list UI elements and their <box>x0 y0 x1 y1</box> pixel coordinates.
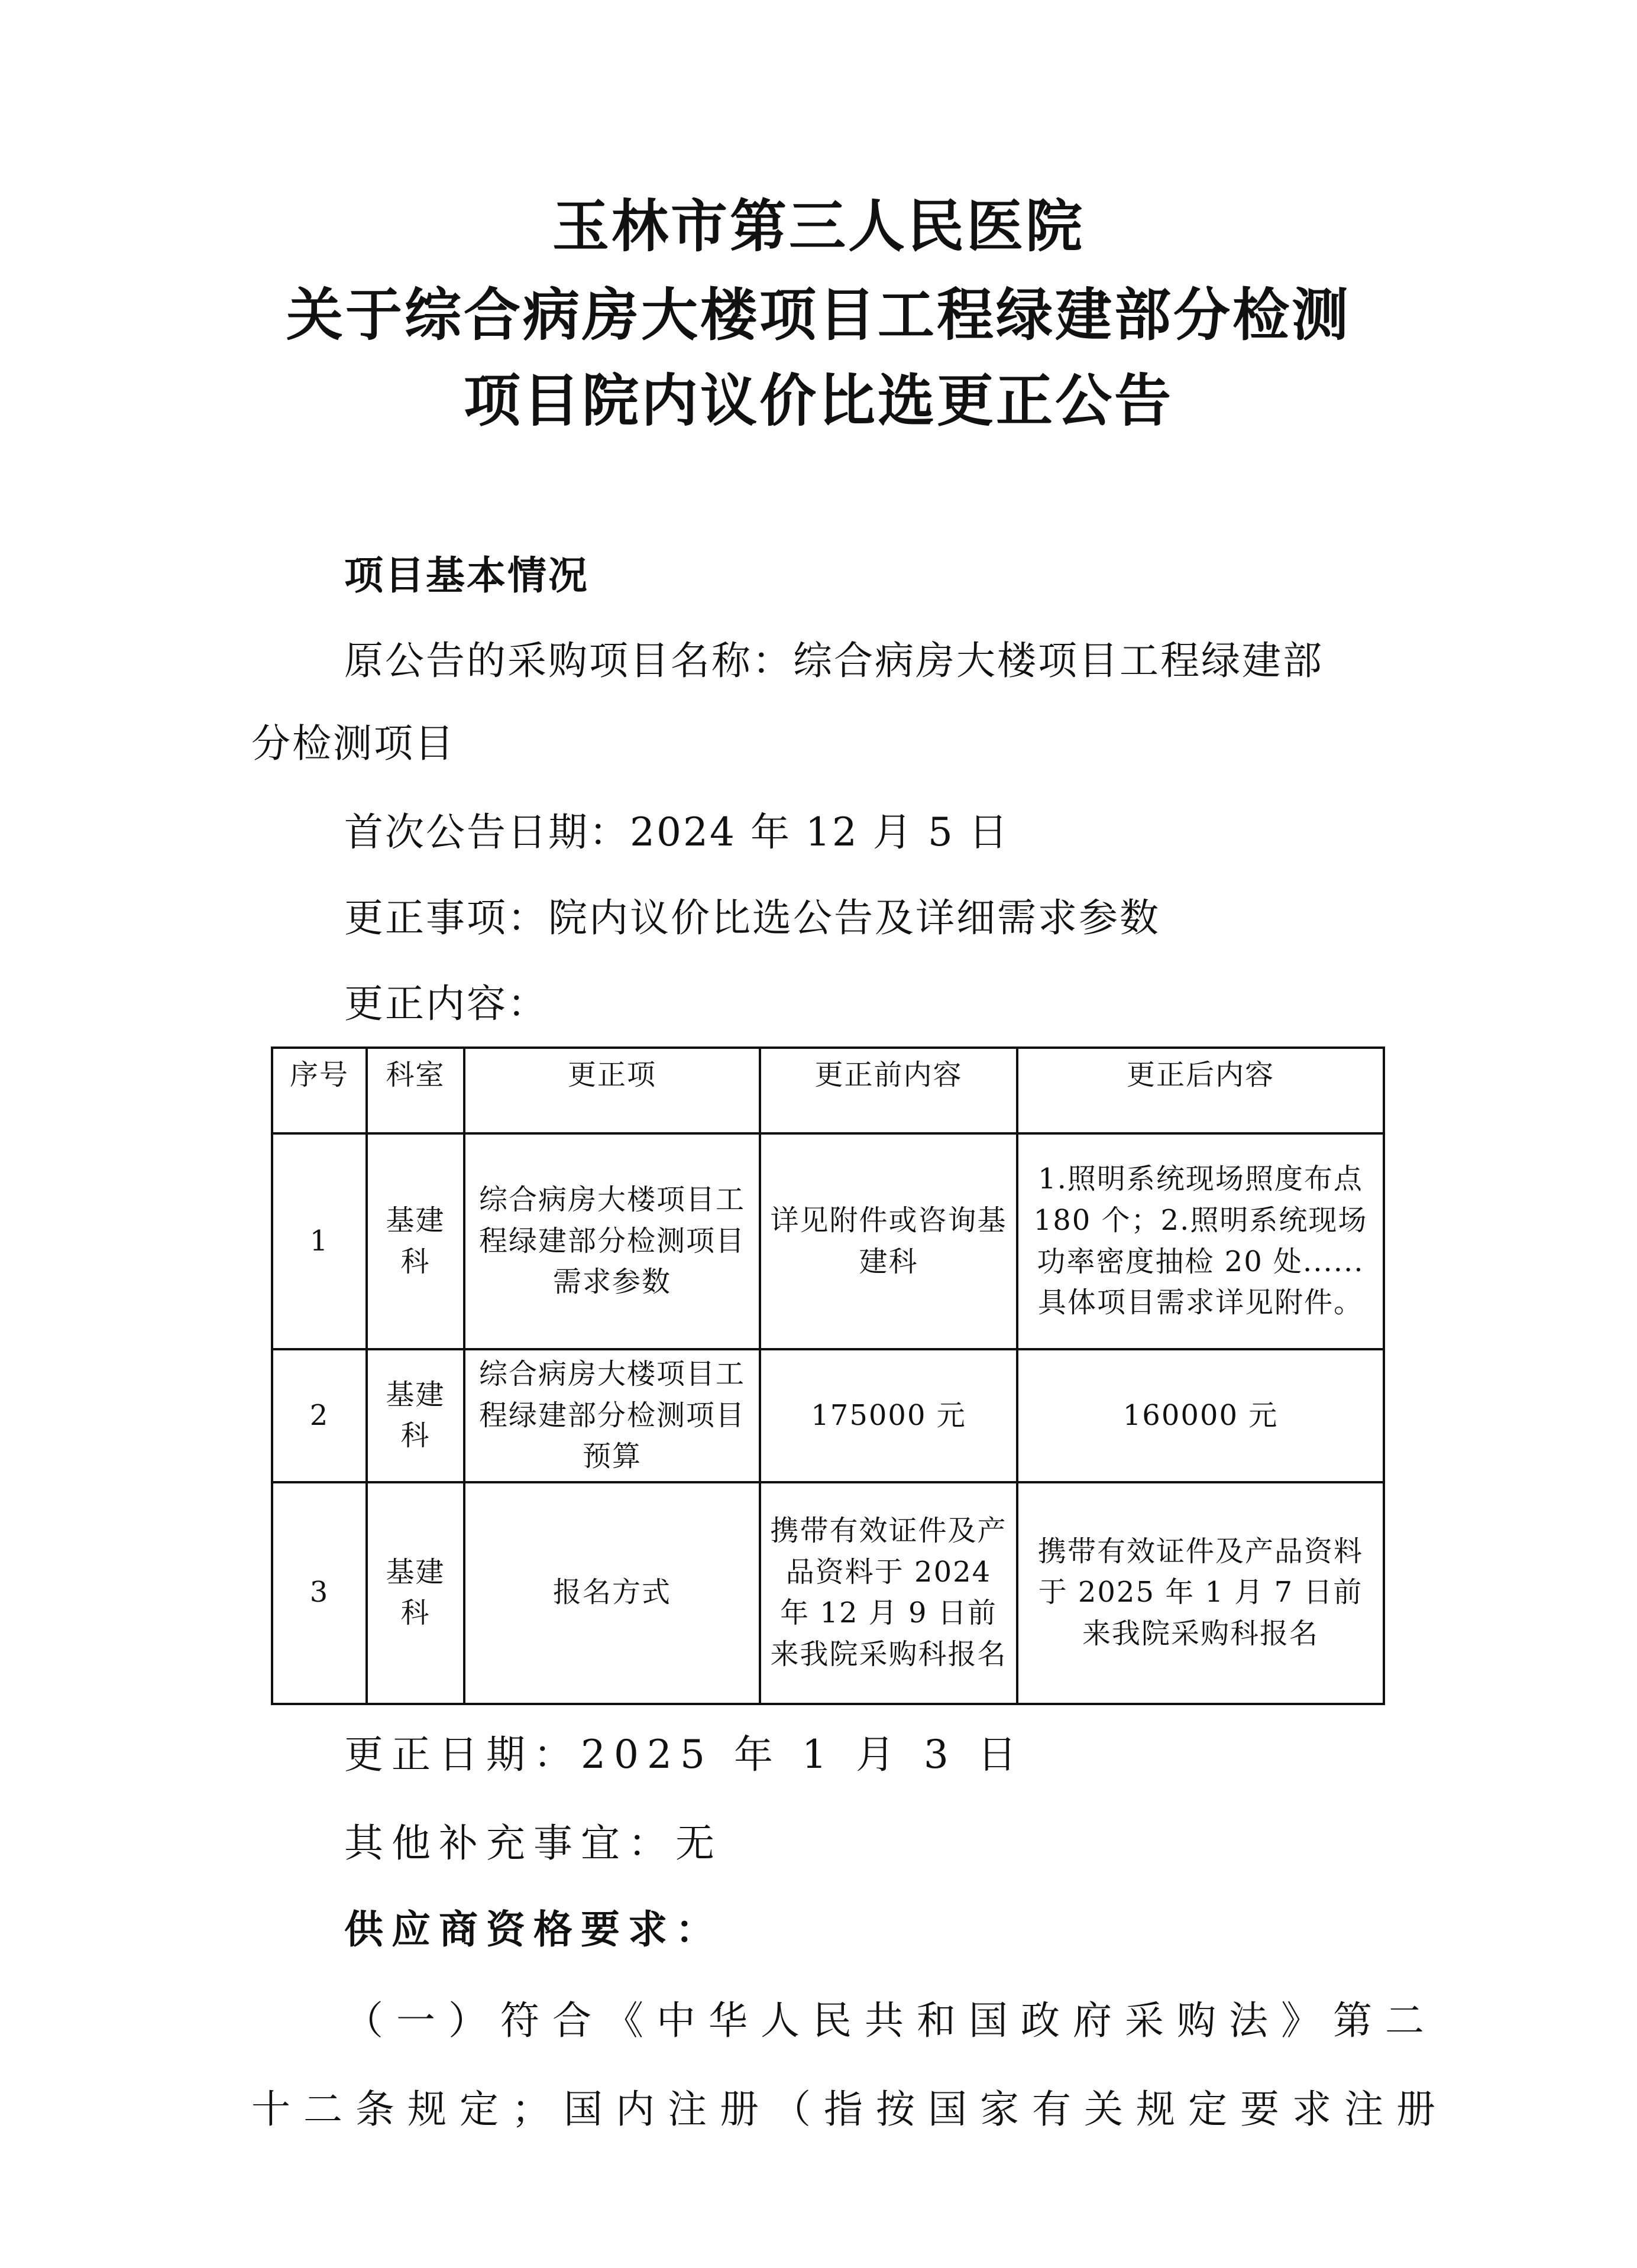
header-after: 更正后内容 <box>1017 1048 1384 1133</box>
cell-item: 综合病房大楼项目工程绿建部分检测项目预算 <box>464 1349 760 1482</box>
cell-dept: 基建科 <box>367 1482 464 1704</box>
cell-no: 2 <box>272 1349 367 1482</box>
table-row <box>272 1482 1384 1704</box>
header-item: 更正项 <box>464 1048 760 1133</box>
header-dept: 科室 <box>367 1048 464 1133</box>
table-header-row <box>272 1048 1384 1133</box>
requirement-1-line-1: （一）符合《中华人民共和国政府采购法》第二 <box>344 1998 1437 2043</box>
supplier-requirements-heading: 供应商资格要求： <box>344 1906 723 1952</box>
correction-table <box>271 1046 1385 1705</box>
table-row <box>272 1133 1384 1349</box>
cell-after: 1.照明系统现场照度布点 180 个；2.照明系统现场功率密度抽检 20 处......具体项目需求详见附件。 <box>1017 1133 1384 1349</box>
title-line-3: 项目院内议价比选更正公告 <box>464 368 1173 434</box>
header-before: 更正前内容 <box>760 1048 1017 1133</box>
cell-dept: 基建科 <box>367 1133 464 1349</box>
correction-item: 更正事项：院内议价比选公告及详细需求参数 <box>344 895 1160 941</box>
cell-before: 详见附件或咨询基建科 <box>760 1133 1017 1349</box>
header-no: 序号 <box>272 1048 367 1133</box>
cell-before: 携带有效证件及产品资料于 2024 年 12 月 9 日前来我院采购科报名 <box>760 1482 1017 1704</box>
requirement-1-line-2: 十二条规定；国内注册（指按国家有关规定要求注册 <box>251 2086 1448 2132</box>
cell-item: 报名方式 <box>464 1482 760 1704</box>
title-line-2: 关于综合病房大楼项目工程绿建部分检测 <box>286 282 1351 348</box>
cell-no: 3 <box>272 1482 367 1704</box>
original-name-line-1: 原公告的采购项目名称：综合病房大楼项目工程绿建部 <box>344 638 1324 683</box>
cell-item: 综合病房大楼项目工程绿建部分检测项目需求参数 <box>464 1133 760 1349</box>
table-row <box>272 1349 1384 1482</box>
correction-content-label: 更正内容： <box>344 981 548 1026</box>
cell-after: 携带有效证件及产品资料于 2025 年 1 月 7 日前来我院采购科报名 <box>1017 1482 1384 1704</box>
cell-before: 175000 元 <box>760 1349 1017 1482</box>
title-line-1: 玉林市第三人民医院 <box>552 193 1085 260</box>
other-matters: 其他补充事宜：无 <box>344 1820 723 1866</box>
cell-no: 1 <box>272 1133 367 1349</box>
first-announcement-date: 首次公告日期：2024 年 12 月 5 日 <box>344 809 1010 855</box>
cell-after: 160000 元 <box>1017 1349 1384 1482</box>
original-name-line-2: 分检测项目 <box>251 721 455 766</box>
basic-info-heading: 项目基本情况 <box>344 552 589 598</box>
cell-dept: 基建科 <box>367 1349 464 1482</box>
correction-date: 更正日期：2025 年 1 月 3 日 <box>344 1732 1025 1777</box>
